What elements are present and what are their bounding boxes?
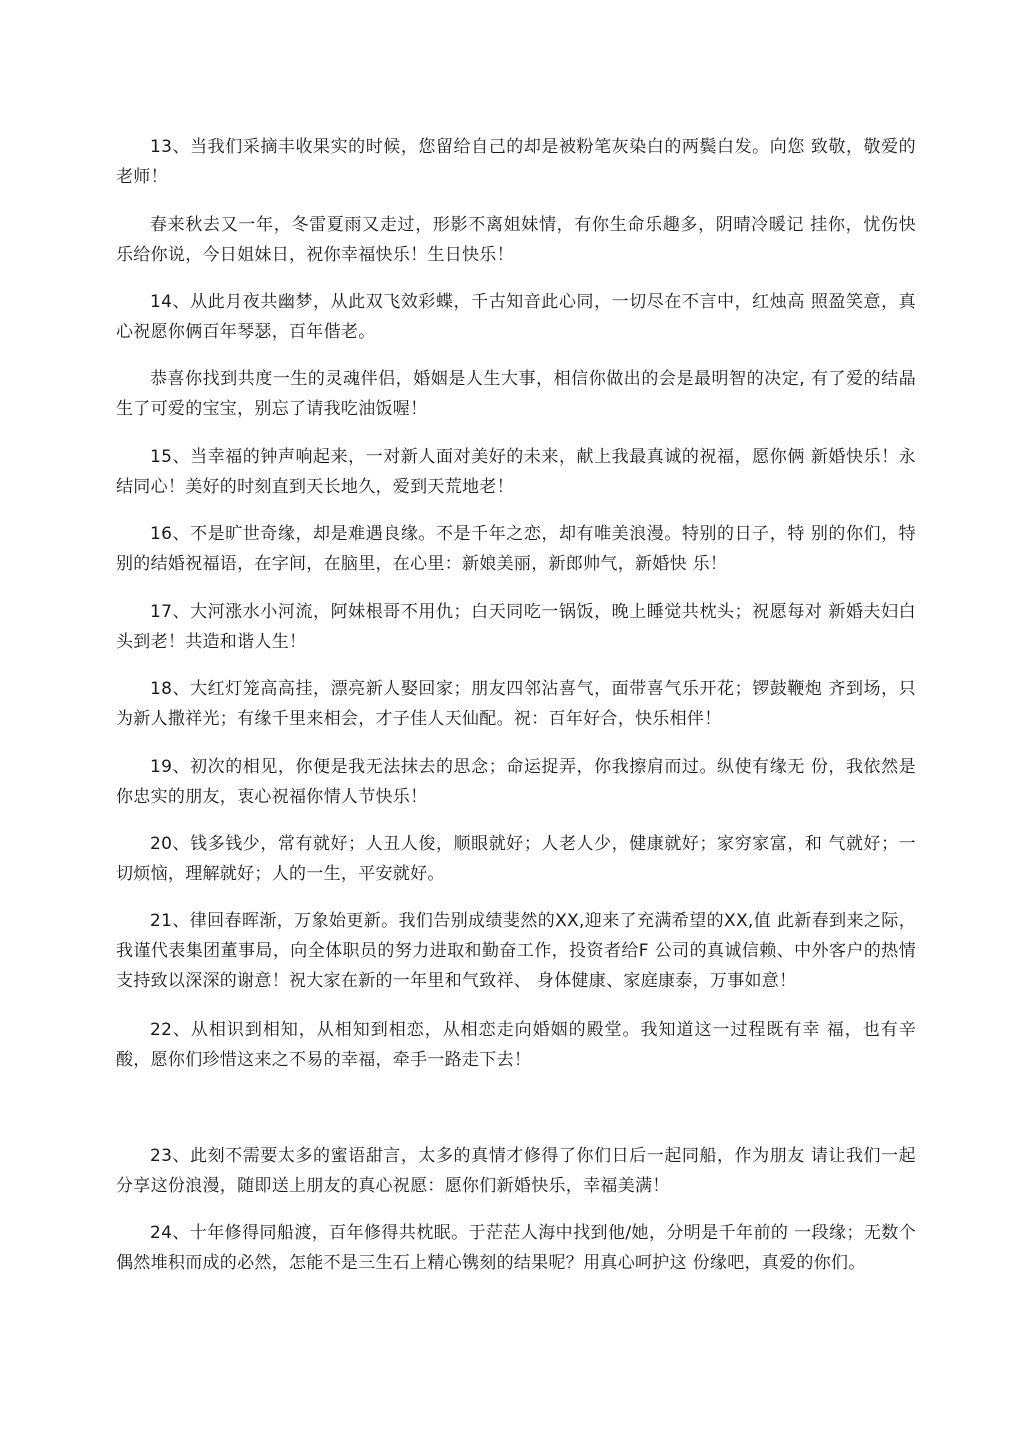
paragraph-sisters-day: 春来秋去又一年，冬雷夏雨又走过，形影不离姐妹情，有你生命乐趣多，阴晴冷暖记 挂你，忧伤快乐给你说，今日姐妹日，祝你幸福快乐！生日快乐！ (116, 215, 916, 265)
paragraph-17: 17、大河涨水小河流，阿妹根哥不用仇；白天同吃一锅饭，晚上睡觉共枕头；祝愿每对 新婚夫妇白头到老！共造和谐人生！ (116, 602, 916, 652)
paragraph-19: 19、初次的相见，你便是我无法抹去的思念；命运捉弄，你我擦肩而过。纵使有缘无 份，我依然是你忠实的朋友，衷心祝福你情人节快乐！ (116, 757, 916, 807)
paragraph-21: 21、律回春晖渐，万象始更新。我们告别成绩斐然的XX,迎来了充满希望的XX,值 此新春到来之际，我谨代表集团董事局，向全体职员的努力进取和勤奋工作，投资者给F 公司的真诚信赖、中外客户的热情支持致以深深的谢意！祝大家在新的一年里和气致祥、 身体健康、家庭康泰，万事如意！ (116, 911, 916, 991)
paragraph-23: 23、此刻不需要太多的蜜语甜言，太多的真情才修得了你们日后一起同船，作为朋友 请让我们一起分享这份浪漫，随即送上朋友的真心祝愿：愿你们新婚快乐，幸福美满！ (116, 1146, 916, 1196)
paragraph-15: 15、当幸福的钟声响起来，一对新人面对美好的未来，献上我最真诚的祝福，愿你俩 新婚快乐！永结同心！美好的时刻直到天长地久，爱到天荒地老！ (116, 447, 916, 497)
paragraph-18: 18、大红灯笼高高挂，漂亮新人娶回家；朋友四邻沾喜气，面带喜气乐开花；锣鼓鞭炮 齐到场，只为新人撒祥光；有缘千里来相会，才子佳人天仙配。祝：百年好合，快乐相伴！ (116, 679, 916, 729)
paragraph-24: 24、十年修得同船渡，百年修得共枕眠。于茫茫人海中找到他/她，分明是千年前的 一段缘；无数个偶然堆积而成的必然，怎能不是三生石上精心镌刻的结果呢？用真心呵护这 份缘吧，真爱的你们。 (116, 1223, 916, 1273)
paragraph-13: 13、当我们采摘丰收果实的时候，您留给自己的却是被粉笔灰染白的两鬓白发。向您 致敬，敬爱的老师！ (116, 137, 916, 187)
paragraph-14: 14、从此月夜共幽梦，从此双飞效彩蝶，千古知音此心同，一切尽在不言中，红烛高 照盈笑意，真心祝愿你俩百年琴瑟，百年偕老。 (116, 292, 916, 342)
paragraph-16: 16、不是旷世奇缘，却是难遇良缘。不是千年之恋，却有唯美浪漫。特别的日子，特 别的你们，特别的结婚祝福语，在字间，在脑里，在心里：新娘美丽，新郎帅气，新婚快 乐！ (116, 524, 916, 574)
paragraph-22: 22、从相识到相知，从相知到相恋，从相恋走向婚姻的殿堂。我知道这一过程既有幸 福，也有辛酸，愿你们珍惜这来之不易的幸福，牵手一路走下去！ (116, 1020, 916, 1070)
paragraph-20: 20、钱多钱少，常有就好；人丑人俊，顺眼就好；人老人少，健康就好；家穷家富，和 气就好；一切烦恼，理解就好；人的一生，平安就好。 (116, 834, 916, 884)
paragraph-congrats: 恭喜你找到共度一生的灵魂伴侣，婚姻是人生大事，相信你做出的会是最明智的决定, 有了爱的结晶生了可爱的宝宝，别忘了请我吃油饭喔！ (116, 369, 916, 419)
